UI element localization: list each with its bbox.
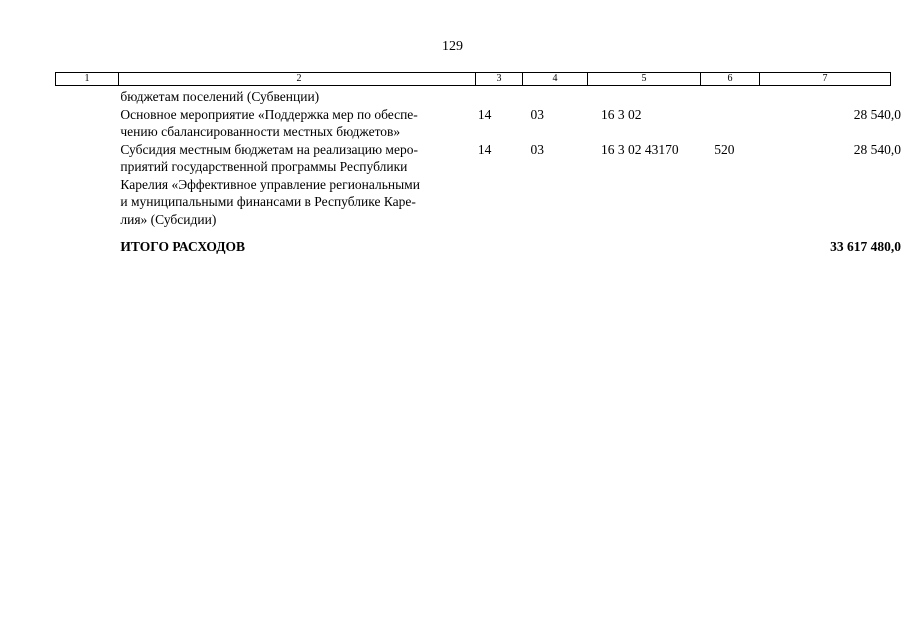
row-section xyxy=(472,88,524,106)
row-target-article: 16 3 02 43170 xyxy=(601,141,679,157)
description-line: и муниципальными финансами в Республике Каре- xyxy=(120,194,416,209)
row-description xyxy=(116,141,471,229)
total-col4 xyxy=(524,228,595,256)
row-target-article xyxy=(594,88,712,106)
description-line: приятий государственной программы Республики xyxy=(120,159,408,174)
column-header-1: 1 xyxy=(56,73,119,86)
column-header-4: 4 xyxy=(523,73,588,86)
table-row xyxy=(55,106,905,141)
row-amount: 28 540,0 xyxy=(853,106,901,122)
column-header-5: 5 xyxy=(588,73,701,86)
row-subsection xyxy=(524,88,595,106)
row-description xyxy=(116,106,471,141)
budget-table xyxy=(55,88,905,256)
total-col3 xyxy=(472,228,524,256)
column-header-table xyxy=(55,72,891,86)
page-number: 129 xyxy=(442,39,463,54)
row-col1 xyxy=(55,106,116,141)
row-expense-type xyxy=(712,106,772,141)
column-header-7: 7 xyxy=(760,73,891,86)
description-line: бюджетам поселений (Субвенции) xyxy=(120,89,320,104)
total-row xyxy=(55,228,905,256)
row-subsection: 03 xyxy=(530,106,545,122)
row-target-article: 16 3 02 xyxy=(601,106,642,122)
total-col6 xyxy=(712,228,772,256)
budget-table-body xyxy=(55,88,905,228)
row-amount xyxy=(772,88,905,106)
description-line: лия» (Субсидии) xyxy=(120,211,217,227)
total-value: 33 617 480,0 xyxy=(830,239,901,254)
row-expense-type: 520 xyxy=(714,141,735,157)
table-row xyxy=(55,88,905,106)
column-header-row xyxy=(56,73,891,86)
row-expense-type xyxy=(712,88,772,106)
description-line: Субсидия местным бюджетам на реализацию меро- xyxy=(120,141,418,157)
total-label: ИТОГО РАСХОДОВ xyxy=(120,239,246,254)
column-header-2: 2 xyxy=(119,73,476,86)
description-line: Основное мероприятие «Поддержка мер по обеспе- xyxy=(120,106,418,122)
column-header-3: 3 xyxy=(476,73,523,86)
total-col1 xyxy=(55,228,116,256)
description-line: Карелия «Эффективное управление региональными xyxy=(120,176,420,192)
description-line: чению сбалансированности местных бюджетов» xyxy=(120,124,401,139)
row-section: 14 xyxy=(477,106,492,122)
row-col1 xyxy=(55,141,116,229)
column-header-6: 6 xyxy=(701,73,760,86)
row-subsection: 03 xyxy=(530,141,545,157)
total-col5 xyxy=(594,228,712,256)
row-col1 xyxy=(55,88,116,106)
row-amount: 28 540,0 xyxy=(853,141,901,157)
table-row xyxy=(55,141,905,229)
row-description xyxy=(116,88,471,106)
row-section: 14 xyxy=(477,141,492,157)
